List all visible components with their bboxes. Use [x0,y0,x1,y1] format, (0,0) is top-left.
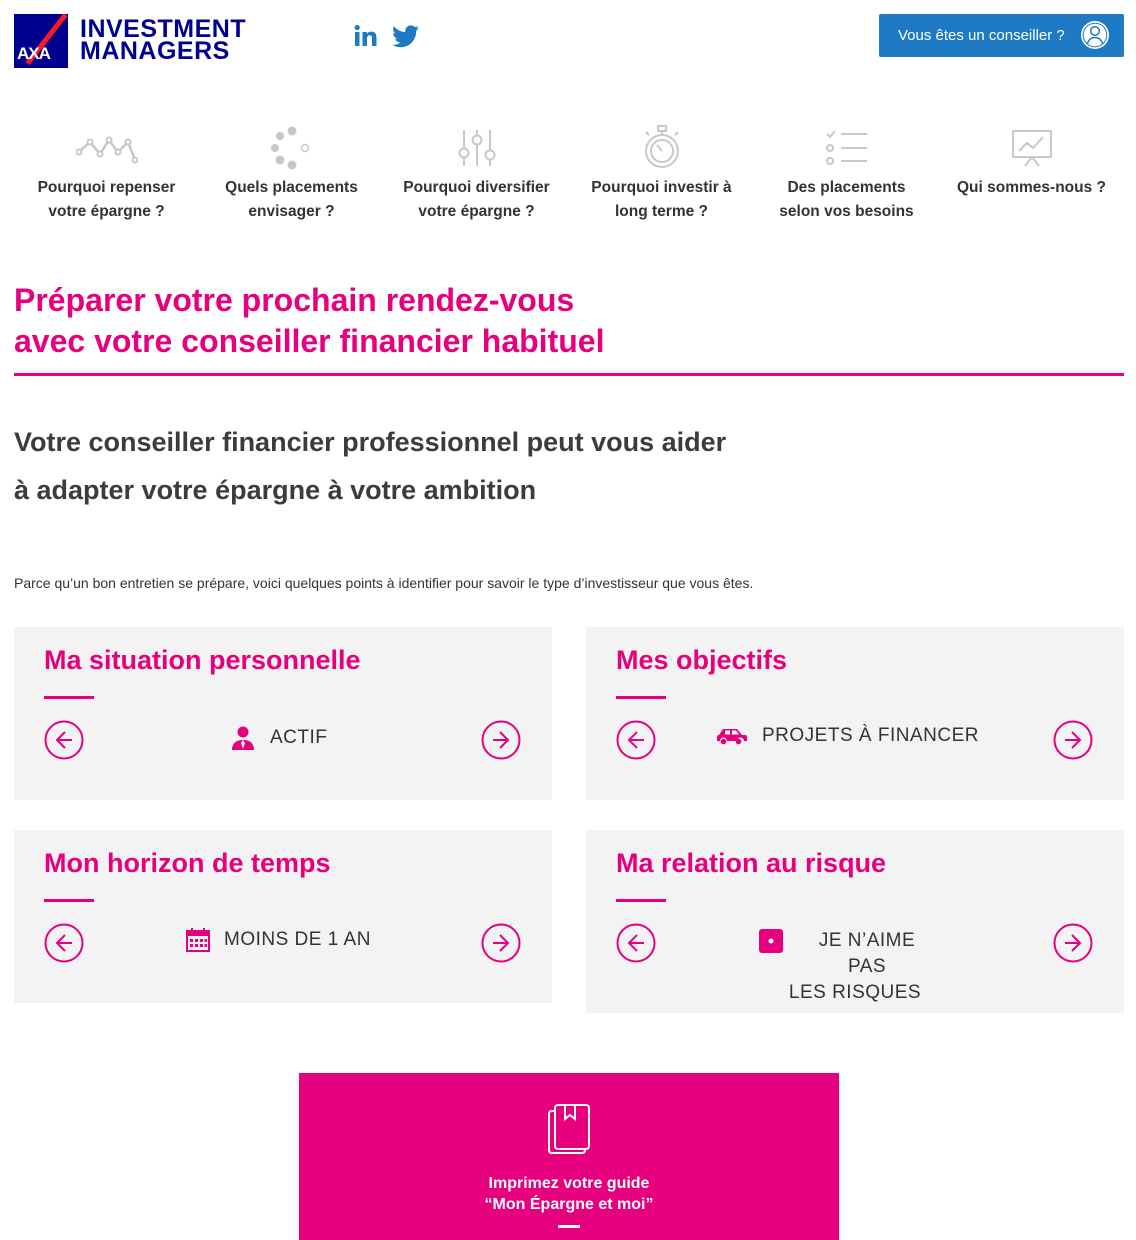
card-objectifs [586,627,1124,800]
nav-item-label: Pourquoi repenser votre épargne ? [37,179,176,220]
cta-divider [558,1225,580,1228]
nav-item-label: Qui sommes-nous ? [957,179,1106,196]
nav-item-label: Pourquoi diversifier votre épargne ? [403,179,550,220]
nav-item-qui-sommes-nous[interactable] [939,120,1124,230]
intro-text: Parce qu’un bon entretien se prépare, voici quelques points à identifier pour savoir le type d’investisseur que vous êtes. [14,575,754,591]
card-risque [586,830,1124,1013]
card-title: Ma relation au risque [616,848,887,878]
page-subtitle: Votre conseiller financier professionnel peut vous aider à adapter votre épargne à votre ambition [14,427,727,505]
title-divider [14,373,1124,376]
card-title: Ma situation personnelle [44,645,361,675]
axa-logo-mark: AXA [14,14,68,68]
linkedin-icon[interactable] [354,24,378,53]
user-avatar-icon [1080,20,1110,50]
person-icon [230,725,256,751]
book-icon [547,1103,591,1160]
card-value: PROJETS À FINANCER [716,725,979,747]
next-arrow-button[interactable] [1053,923,1093,963]
card-value: ACTIF [230,725,327,751]
logo-text: INVESTMENT MANAGERS [80,15,247,65]
card-divider [616,696,666,699]
card-horizon [14,830,552,1003]
nav-item-label: Quels placements envisager ? [225,179,358,220]
line-chart-icon [14,120,199,176]
card-title: Mes objectifs [616,645,788,675]
previous-arrow-button[interactable] [44,923,84,963]
nav-item-label: Des placements selon vos besoins [779,179,914,220]
previous-arrow-button[interactable] [44,720,84,760]
print-guide-button[interactable] [299,1073,839,1240]
calendar-icon [186,928,210,952]
checklist-icon [754,120,939,176]
dice-icon [759,929,783,958]
twitter-icon[interactable] [392,25,419,53]
card-situation [14,627,552,800]
next-arrow-button[interactable] [481,923,521,963]
nav-item-repenser[interactable] [14,120,199,230]
header [0,0,1136,90]
card-value: JE N’AIME PAS LES RISQUES [788,930,922,1003]
next-arrow-button[interactable] [481,720,521,760]
social-links [354,24,419,53]
card-divider [616,899,666,902]
nav-item-placements[interactable] [199,120,384,230]
nav-item-diversifier[interactable] [384,120,569,230]
dots-circle-icon [199,120,384,176]
previous-arrow-button[interactable] [616,720,656,760]
previous-arrow-button[interactable] [616,923,656,963]
nav-item-long-terme[interactable] [569,120,754,230]
main-nav [14,120,1124,230]
nav-item-label: Pourquoi investir à long terme ? [591,179,732,220]
sliders-icon [384,120,569,176]
stopwatch-icon [569,120,754,176]
presentation-icon [939,120,1124,176]
print-guide-label: Imprimez votre guide “Mon Épargne et moi” [484,1175,654,1213]
card-divider [44,899,94,902]
card-divider [44,696,94,699]
card-value: MOINS DE 1 AN [186,928,371,952]
car-icon [716,726,748,746]
next-arrow-button[interactable] [1053,720,1093,760]
axa-logo[interactable] [14,14,246,68]
advisor-button[interactable] [879,14,1124,57]
nav-item-besoins[interactable] [754,120,939,230]
card-title: Mon horizon de temps [44,848,331,878]
advisor-button-label: Vous êtes un conseiller ? [898,27,1065,44]
page-title: Préparer votre prochain rendez-vous avec votre conseiller financier habituel [14,282,605,359]
